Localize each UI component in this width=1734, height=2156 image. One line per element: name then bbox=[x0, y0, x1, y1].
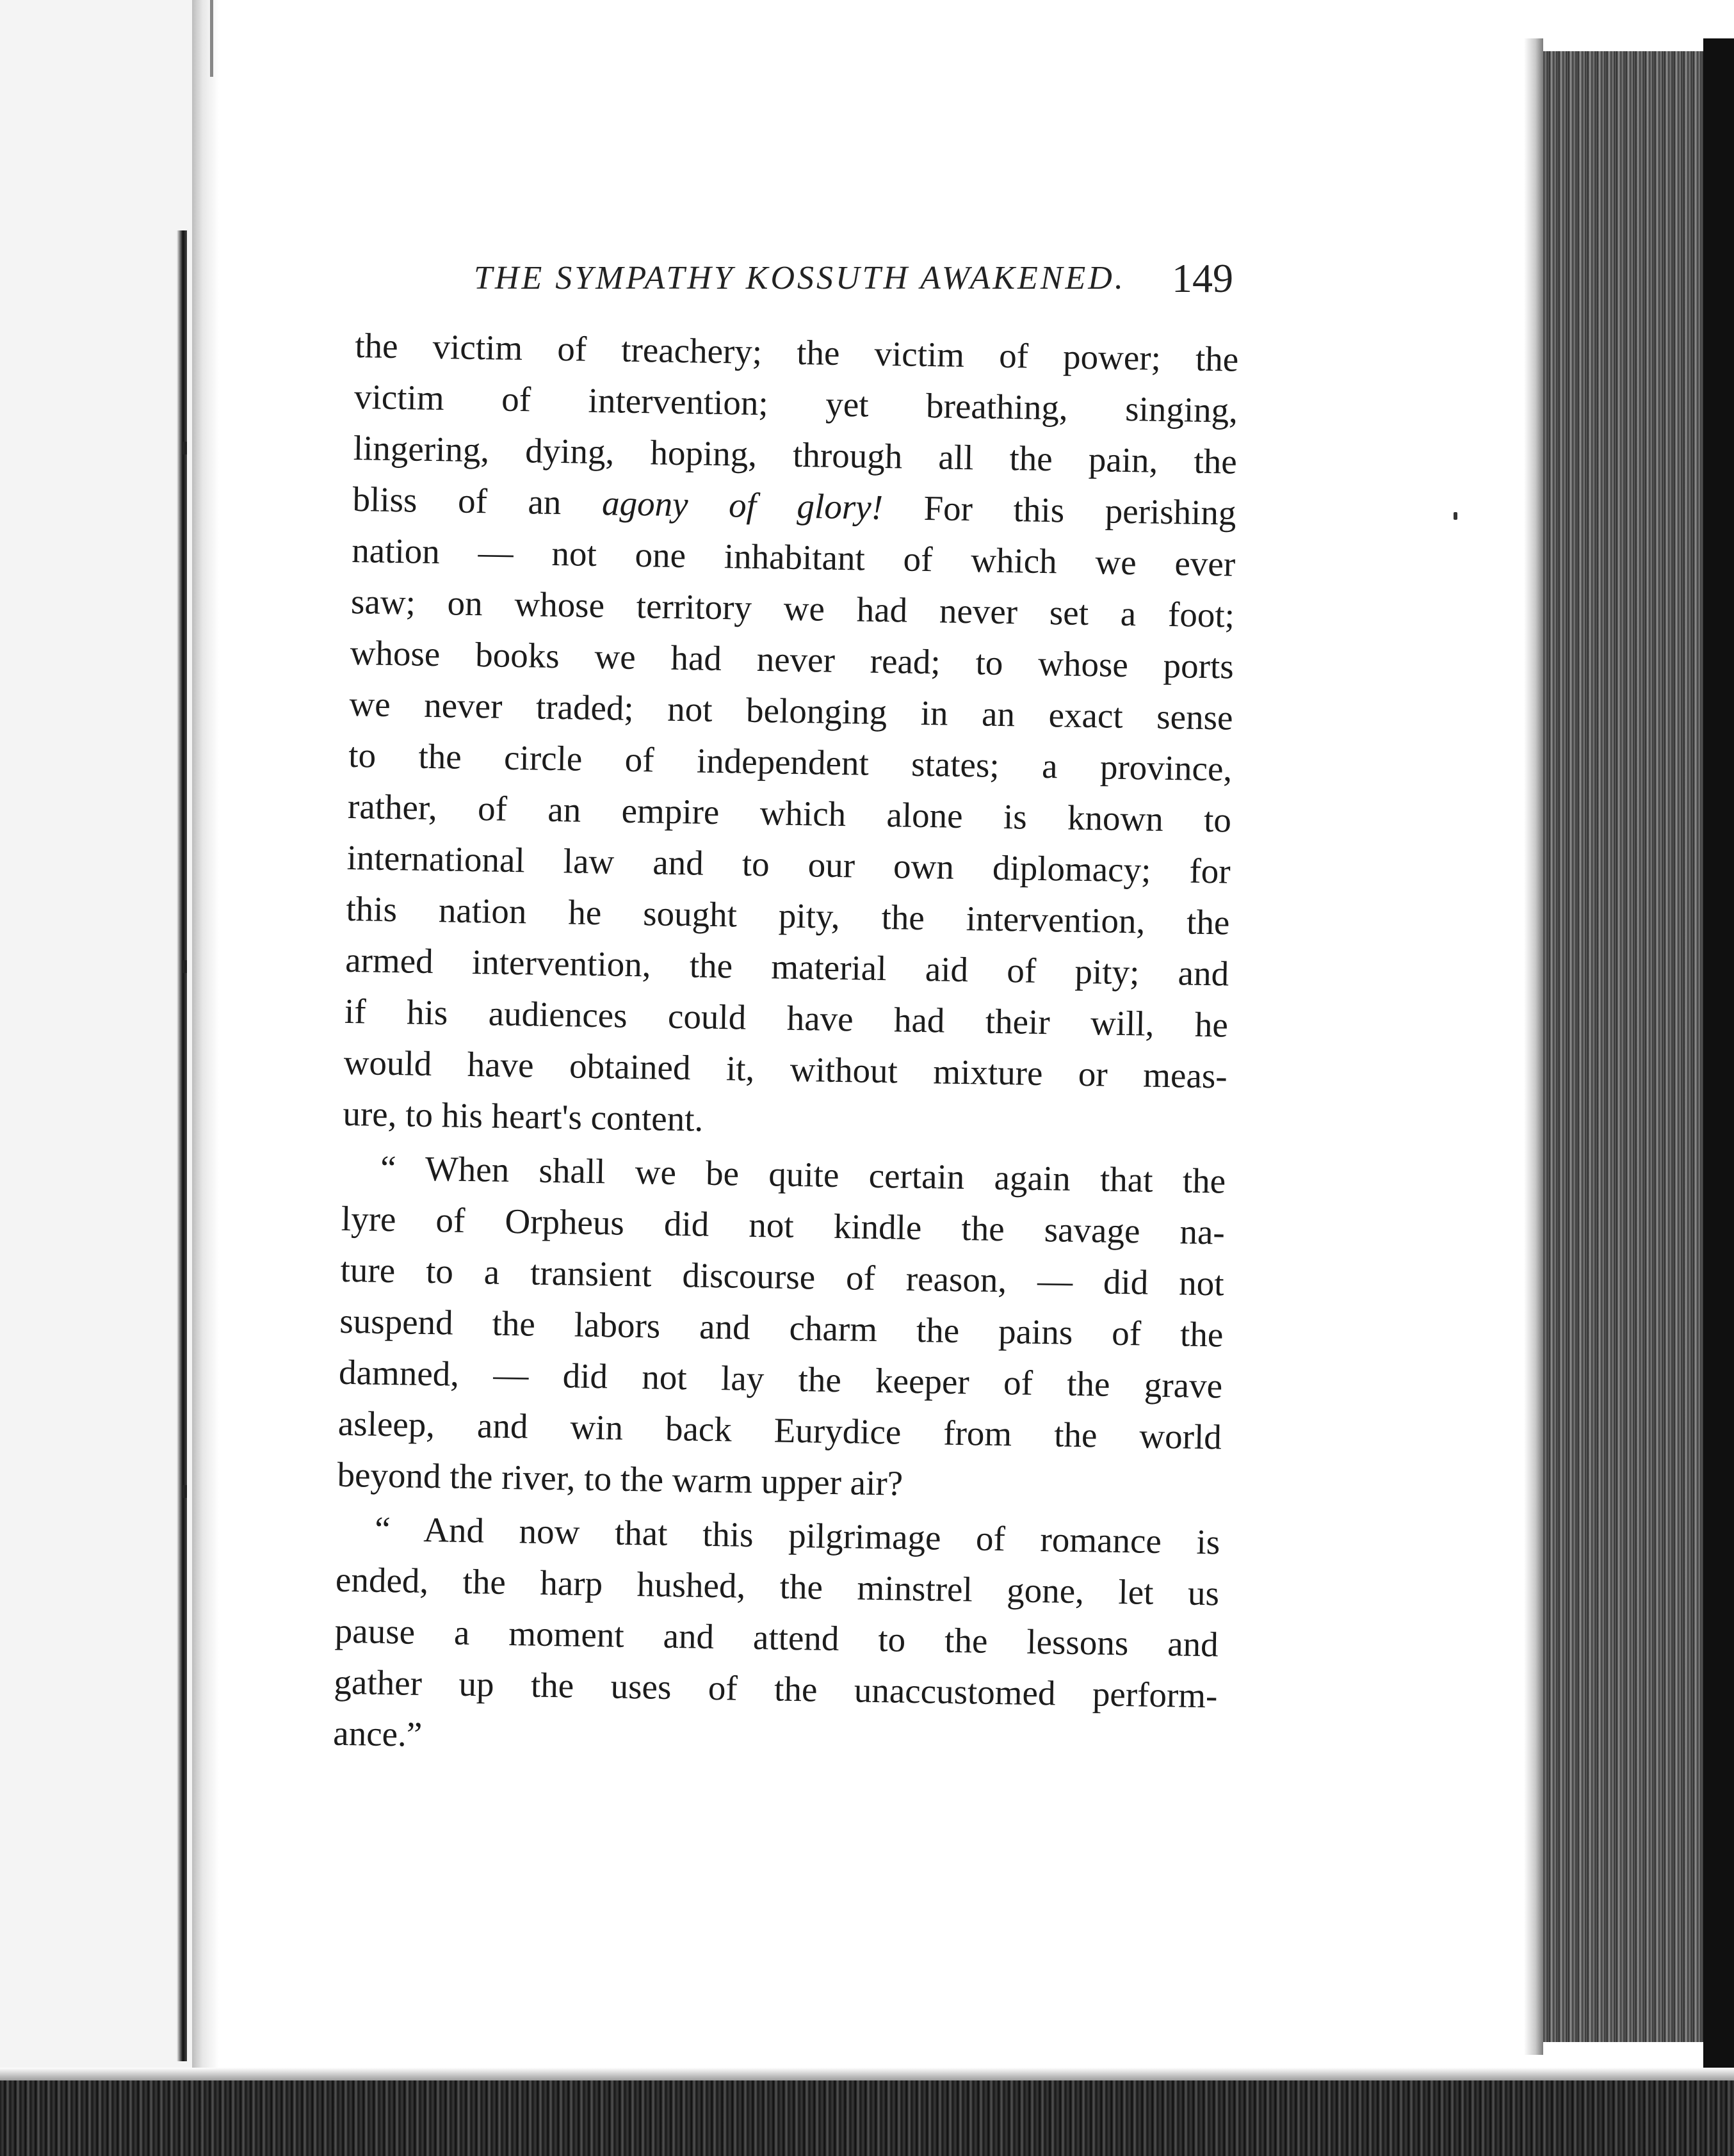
body-text bbox=[333, 320, 1239, 1773]
margin-mark bbox=[182, 960, 187, 973]
text-line: gather up the uses of the unaccustomed perform- bbox=[334, 1662, 1218, 1716]
text-line: we never traded; not belonging in an exact sense bbox=[349, 684, 1233, 737]
facing-page-edge bbox=[177, 230, 187, 2061]
text-line: ture to a transient discourse of reason, — did not bbox=[340, 1250, 1225, 1303]
text-line: asleep, and win back Eurydice from the world bbox=[337, 1403, 1222, 1457]
text-line: saw; on whose territory we had never set a foot; bbox=[350, 581, 1235, 635]
text-line: ure, to his heart's content. bbox=[343, 1093, 704, 1139]
text-line: damned, — did not lay the keeper of the grave bbox=[338, 1352, 1223, 1406]
text-line: lyre of Orpheus did not kindle the savage na- bbox=[341, 1198, 1226, 1252]
text-line: nation — not one inhabitant of which we ever bbox=[351, 530, 1236, 584]
text-line: “ And now that this pilgrimage of romance is bbox=[374, 1509, 1220, 1562]
text-line: “ When shall we be quite certain again that the bbox=[380, 1148, 1226, 1201]
running-head: THE SYMPATHY KOSSUTH AWAKENED. bbox=[474, 260, 1126, 296]
text-line: pause a moment and attend to the lessons and bbox=[334, 1611, 1219, 1664]
text-line: beyond the river, to the warm upper air? bbox=[337, 1454, 903, 1503]
paragraph bbox=[333, 1503, 1220, 1773]
text-line: ance.” bbox=[332, 1713, 423, 1754]
gutter-shadow bbox=[210, 0, 213, 77]
text-line: to the circle of independent states; a province, bbox=[348, 735, 1233, 789]
book-cover-edge bbox=[1703, 38, 1734, 2087]
facing-page bbox=[0, 0, 192, 2156]
text-line: lingering, dying, hoping, through all the pain, the bbox=[353, 428, 1238, 481]
margin-mark bbox=[182, 442, 187, 455]
text-line: whose books we had never read; to whose ports bbox=[350, 632, 1235, 686]
text-run: For this perishing bbox=[882, 487, 1236, 533]
text-run: bliss of an bbox=[352, 479, 603, 523]
text-line: ended, the harp hushed, the minstrel gone, let us bbox=[335, 1559, 1220, 1613]
paragraph bbox=[343, 320, 1239, 1154]
text-line: the victim of treachery; the victim of power; the bbox=[354, 325, 1239, 379]
text-line: suspend the labors and charm the pains of the bbox=[339, 1301, 1224, 1355]
page-edge-shadow bbox=[1524, 38, 1543, 2055]
text-line: international law and to our own diplomacy; for bbox=[346, 837, 1231, 891]
book-gutter bbox=[192, 0, 219, 2156]
page-number: 149 bbox=[1172, 255, 1233, 301]
margin-mark bbox=[182, 1485, 187, 1498]
text-line: rather, of an empire which alone is known to bbox=[347, 786, 1232, 840]
scanner-bed bbox=[0, 2080, 1734, 2156]
text-line: victim of intervention; yet breathing, singing, bbox=[353, 376, 1238, 430]
paragraph bbox=[337, 1142, 1226, 1515]
text-line: armed intervention, the material aid of pity; and bbox=[344, 940, 1229, 994]
dust-speck bbox=[1454, 512, 1457, 520]
text-line: if his audiences could have had their will, he bbox=[344, 991, 1229, 1045]
italic-emphasis: agony of glory! bbox=[601, 483, 884, 527]
text-line: this nation he sought pity, the intervention, the bbox=[346, 889, 1230, 942]
text-line: would have obtained it, without mixture or meas- bbox=[343, 1042, 1228, 1096]
